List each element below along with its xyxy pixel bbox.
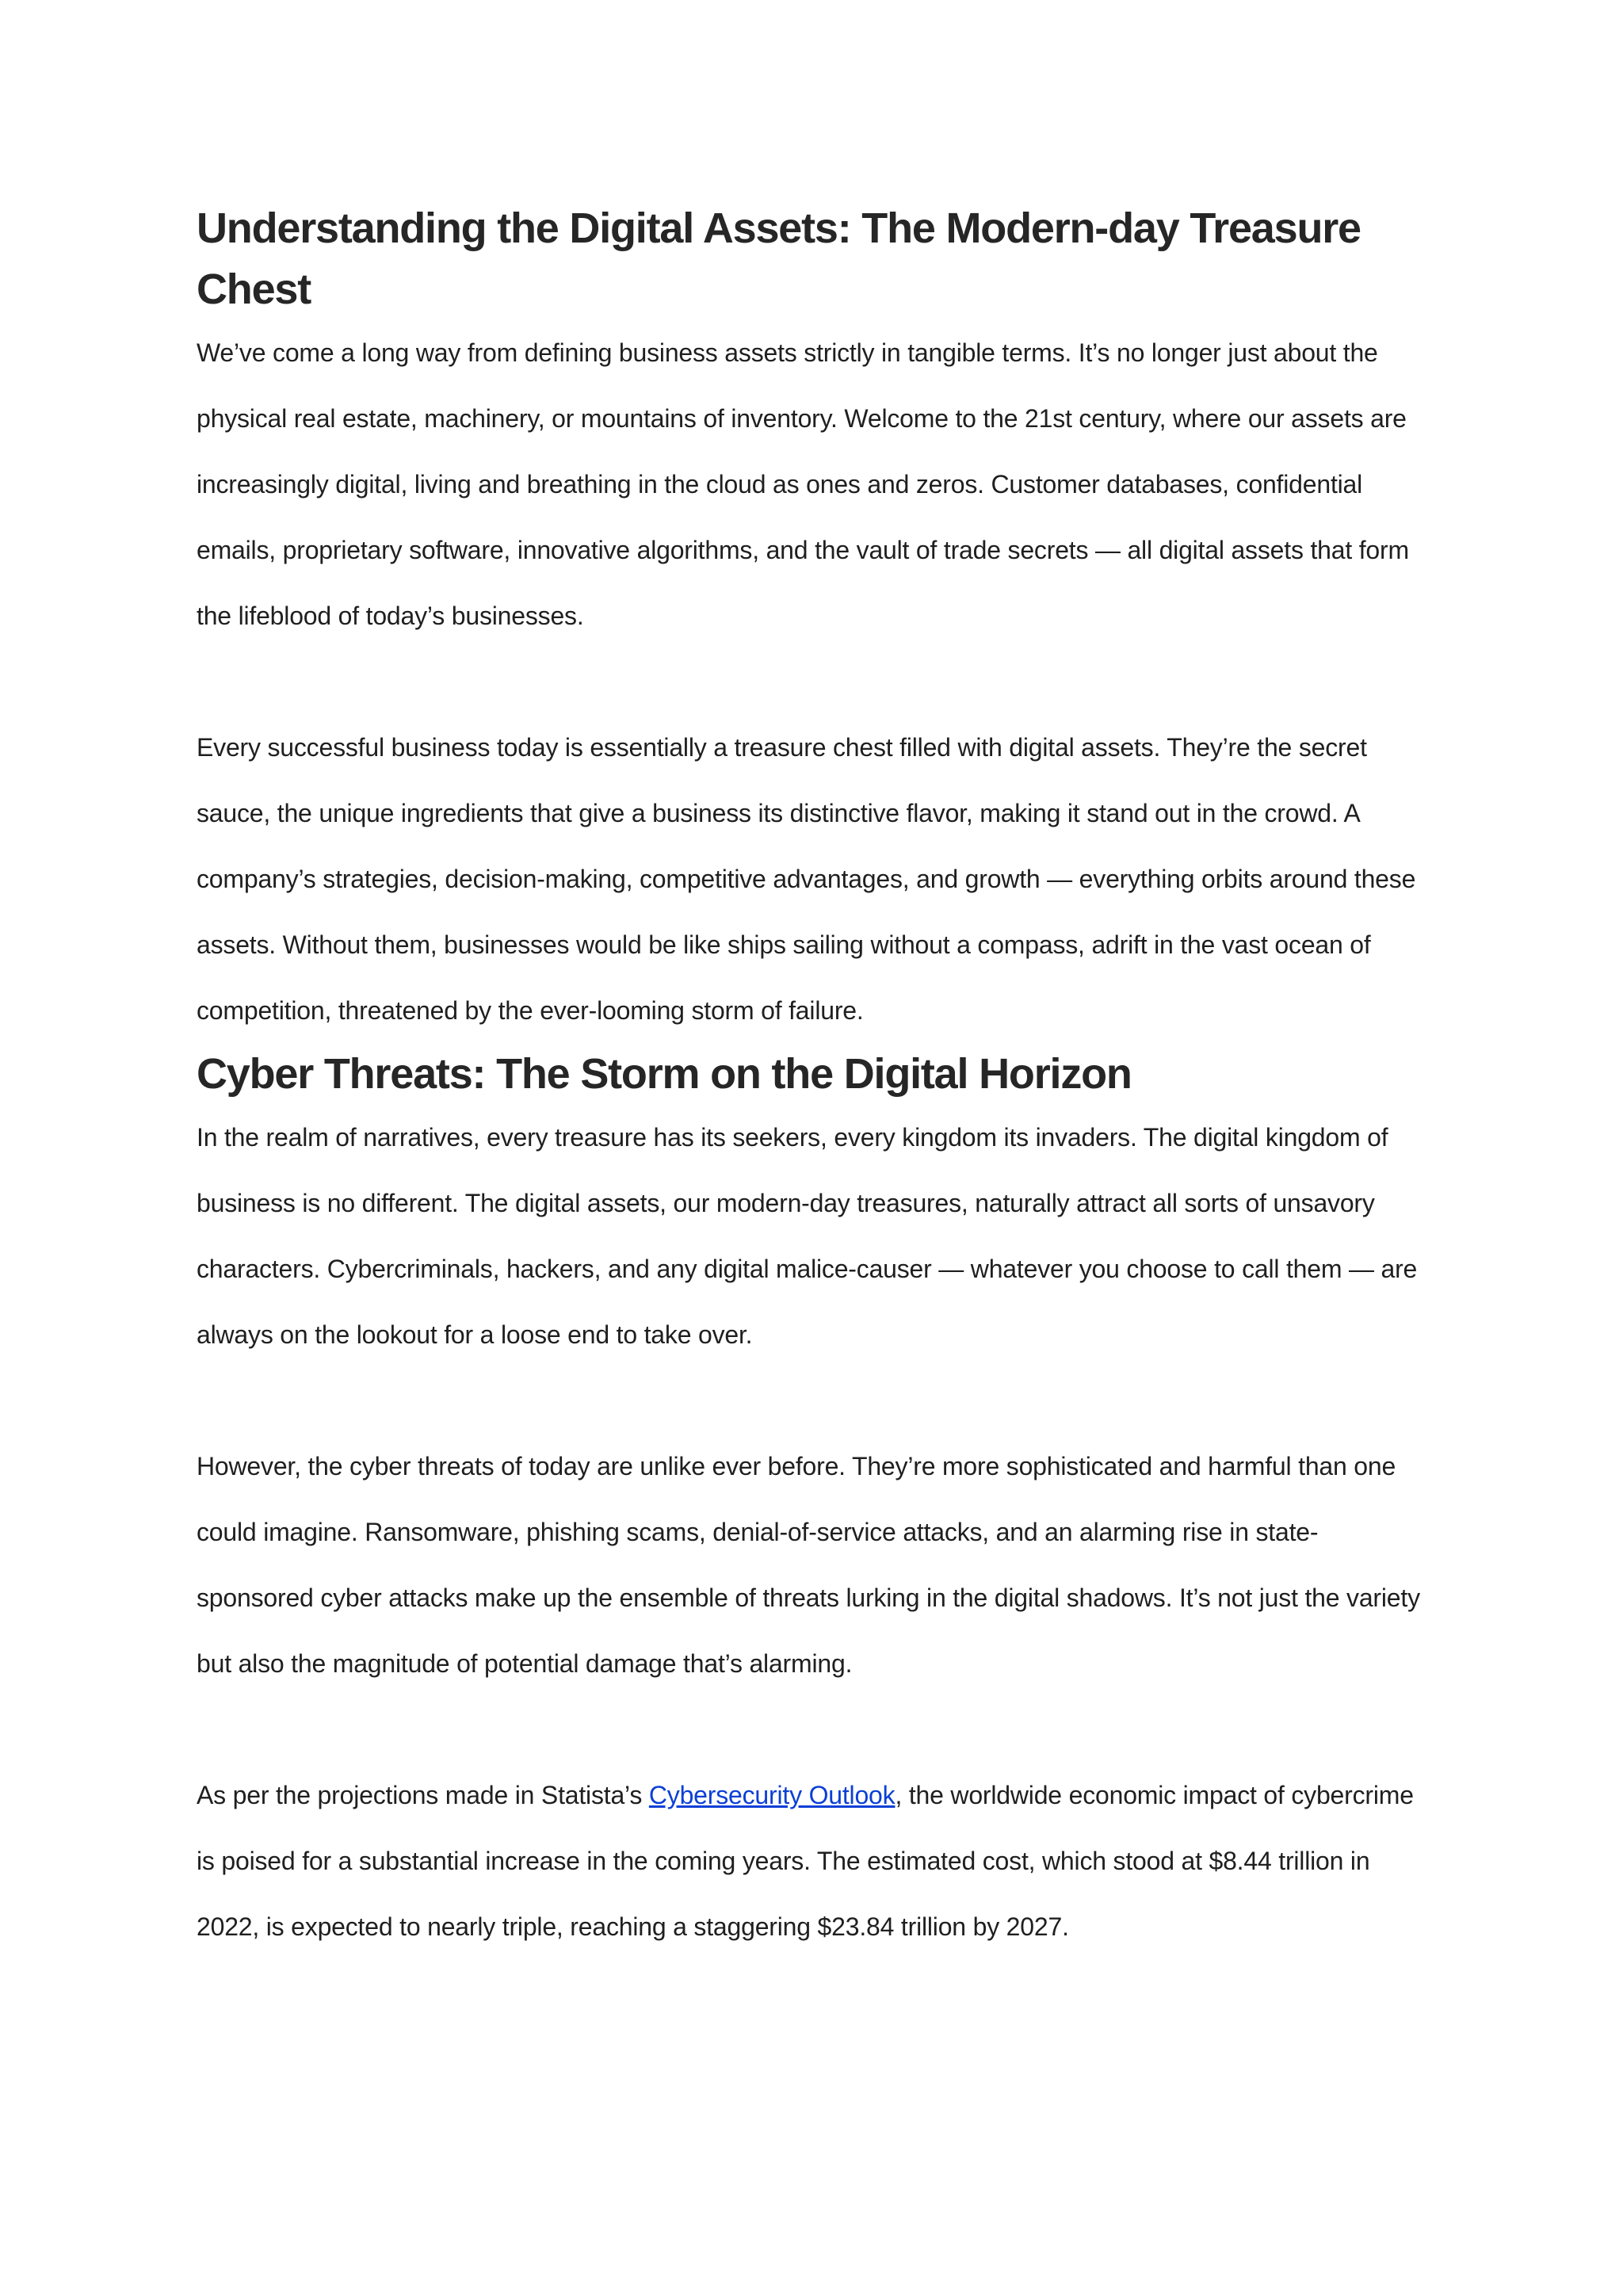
section-heading-cyber-threats: Cyber Threats: The Storm on the Digital Horizon <box>197 1050 1132 1098</box>
paragraph-modern-threats: However, the cyber threats of today are unlike ever before. They’re more sophisticated and harmful than one could imagine. Ransomware, phishing scams, denial-of-service attacks, and an alarming rise in state-sponsored cyber attacks make up the ensemble of threats lurking in the digital shadows. It’s not just the variety but also the magnitude of potential damage that’s alarming. <box>197 1452 1420 1678</box>
section-heading-digital-assets: Understanding the Digital Assets: The Modern-day Treasure Chest <box>197 204 1361 313</box>
document-page <box>197 198 1433 1960</box>
statista-text-before-link: As per the projections made in Statista’s <box>197 1781 649 1809</box>
paragraph-digital-assets-intro: We’ve come a long way from defining business assets strictly in tangible terms. It’s no longer just about the physical real estate, machinery, or mountains of inventory. Welcome to the 21st century, where our assets are increasingly digital, living and breathing in the cloud as ones and zeros. Customer databases, confidential emails, proprietary software, innovative algorithms, and the vault of trade secrets — all digital assets that form the lifeblood of today’s businesses. <box>197 338 1409 630</box>
cybersecurity-outlook-link[interactable]: Cybersecurity Outlook <box>648 1781 896 1809</box>
paragraph-treasure-seekers: In the realm of narratives, every treasure has its seekers, every kingdom its invaders. The digital kingdom of business is no different. The digital assets, our modern-day treasures, naturally attract all sorts of unsavory characters. Cybercriminals, hackers, and any digital malice-causer — whatever you choose to call them — are always on the lookout for a loose end to take over. <box>197 1123 1418 1349</box>
statista-text-after-link: , the worldwide economic impact of cybercrime is poised for a substantial increase in the coming years. The estimated cost, which stood at $8.44 trillion in 2022, is expected to nearly triple, reaching a staggering $23.84 trillion by 2027. <box>197 1781 1414 1941</box>
paragraph-statista-projection <box>197 1763 1433 1960</box>
paragraph-treasure-chest: Every successful business today is essentially a treasure chest filled with digital assets. They’re the secret sauce, the unique ingredients that give a business its distinctive flavor, making it stand out in the crowd. A company’s strategies, decision-making, competitive advantages, and growth — everything orbits around these assets. Without them, businesses would be like ships sailing without a compass, adrift in the vast ocean of competition, threatened by the ever-looming storm of failure. <box>197 733 1416 1025</box>
